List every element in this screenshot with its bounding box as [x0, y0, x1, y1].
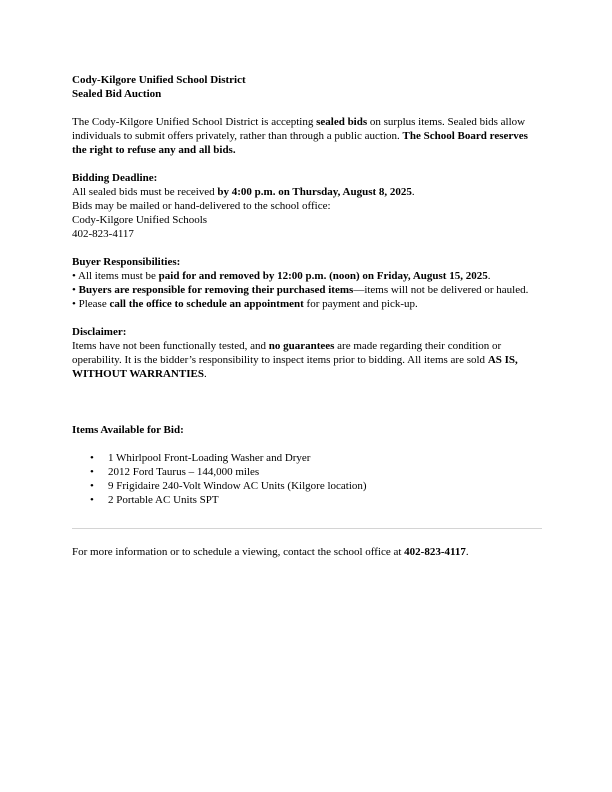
footer-text-1: For more information or to schedule a viewing, contact the school office at: [72, 546, 405, 558]
footer-phone: 402-823-4117: [404, 546, 466, 558]
list-item: [72, 493, 542, 507]
disclaimer-text-1: Items have not been functionally tested, and: [72, 340, 269, 352]
bullet: •: [90, 466, 94, 478]
deadline-office-name: Cody-Kilgore Unified Schools: [72, 214, 208, 226]
items-list: [72, 451, 542, 507]
bullet: •: [90, 494, 94, 506]
document-header: [72, 73, 542, 101]
intro-bold-sealed-bids: sealed bids: [316, 116, 368, 128]
disclaimer-text-2: are made regarding their condition or operability. It is the bidder’s responsibility to inspect items prior to bidding. All items are sold: [72, 340, 502, 366]
item-text: 2012 Ford Taurus – 144,000 miles: [108, 466, 260, 478]
footer-text-2: .: [465, 546, 469, 558]
deadline-section: [72, 171, 542, 241]
deadline-line: [72, 185, 542, 199]
bullet: •: [72, 284, 76, 296]
buyer-section: [72, 255, 542, 311]
items-section: [72, 423, 542, 507]
footer-contact: [72, 545, 542, 559]
deadline-heading: Bidding Deadline:: [72, 172, 158, 184]
district-name: Cody-Kilgore Unified School District: [72, 74, 246, 86]
list-item: [72, 465, 542, 479]
intro-text-2: on surplus items. Sealed bids allow individuals to submit offers privately, rather than through a public auction.: [72, 116, 526, 142]
bullet: •: [72, 270, 76, 282]
buyer-r2-bold: Buyers are responsible for removing their purchased items: [78, 284, 354, 296]
disclaimer-bold-as-is: AS IS, WITHOUT WARRANTIES: [72, 354, 518, 380]
list-item: [72, 451, 542, 465]
buyer-r1-text-1: All items must be: [75, 270, 159, 282]
disclaimer-section: [72, 325, 542, 381]
deadline-date: by 4:00 p.m. on Thursday, August 8, 2025: [217, 186, 412, 198]
document-title: Sealed Bid Auction: [72, 88, 162, 100]
intro-paragraph: [72, 115, 542, 157]
buyer-r2-text-2: —items will not be delivered or hauled.: [353, 284, 529, 296]
buyer-r3-bold: call the office to schedule an appointment: [109, 298, 304, 310]
bullet: •: [90, 480, 94, 492]
item-text: 1 Whirlpool Front-Loading Washer and Dryer: [108, 452, 311, 464]
list-item: [72, 479, 542, 493]
buyer-r1-bold: paid for and removed by 12:00 p.m. (noon) on Friday, August 15, 2025: [158, 270, 488, 282]
disclaimer-bold-no-guarantees: no guarantees: [268, 340, 335, 352]
deadline-text-2: .: [411, 186, 415, 198]
bullet: •: [90, 452, 94, 464]
divider: [72, 528, 542, 529]
buyer-r3-text-2: for payment and pick-up.: [303, 298, 418, 310]
intro-text-1: The Cody-Kilgore Unified School District is accepting: [72, 116, 317, 128]
item-text: 2 Portable AC Units SPT: [108, 494, 219, 506]
document-page: [72, 73, 542, 559]
buyer-r1-text-2: .: [487, 270, 491, 282]
item-text: 9 Frigidaire 240-Volt Window AC Units (Kilgore location): [108, 480, 367, 492]
bullet: •: [72, 298, 76, 310]
buyer-responsibility-1: [72, 269, 542, 283]
disclaimer-heading: Disclaimer:: [72, 326, 127, 338]
items-heading: Items Available for Bid:: [72, 424, 184, 436]
disclaimer-paragraph: [72, 339, 542, 381]
buyer-responsibility-3: [72, 297, 542, 311]
buyer-responsibility-2: [72, 283, 542, 297]
buyer-r3-text-1: Please: [75, 298, 110, 310]
deadline-office-phone: 402-823-4117: [72, 228, 134, 240]
intro-bold-refuse-bids: The School Board reserves the right to refuse any and all bids.: [72, 130, 528, 156]
deadline-text-1: All sealed bids must be received: [72, 186, 218, 198]
buyer-heading: Buyer Responsibilities:: [72, 256, 181, 268]
disclaimer-text-3: .: [203, 368, 207, 380]
deadline-delivery-line: Bids may be mailed or hand-delivered to the school office:: [72, 200, 331, 212]
